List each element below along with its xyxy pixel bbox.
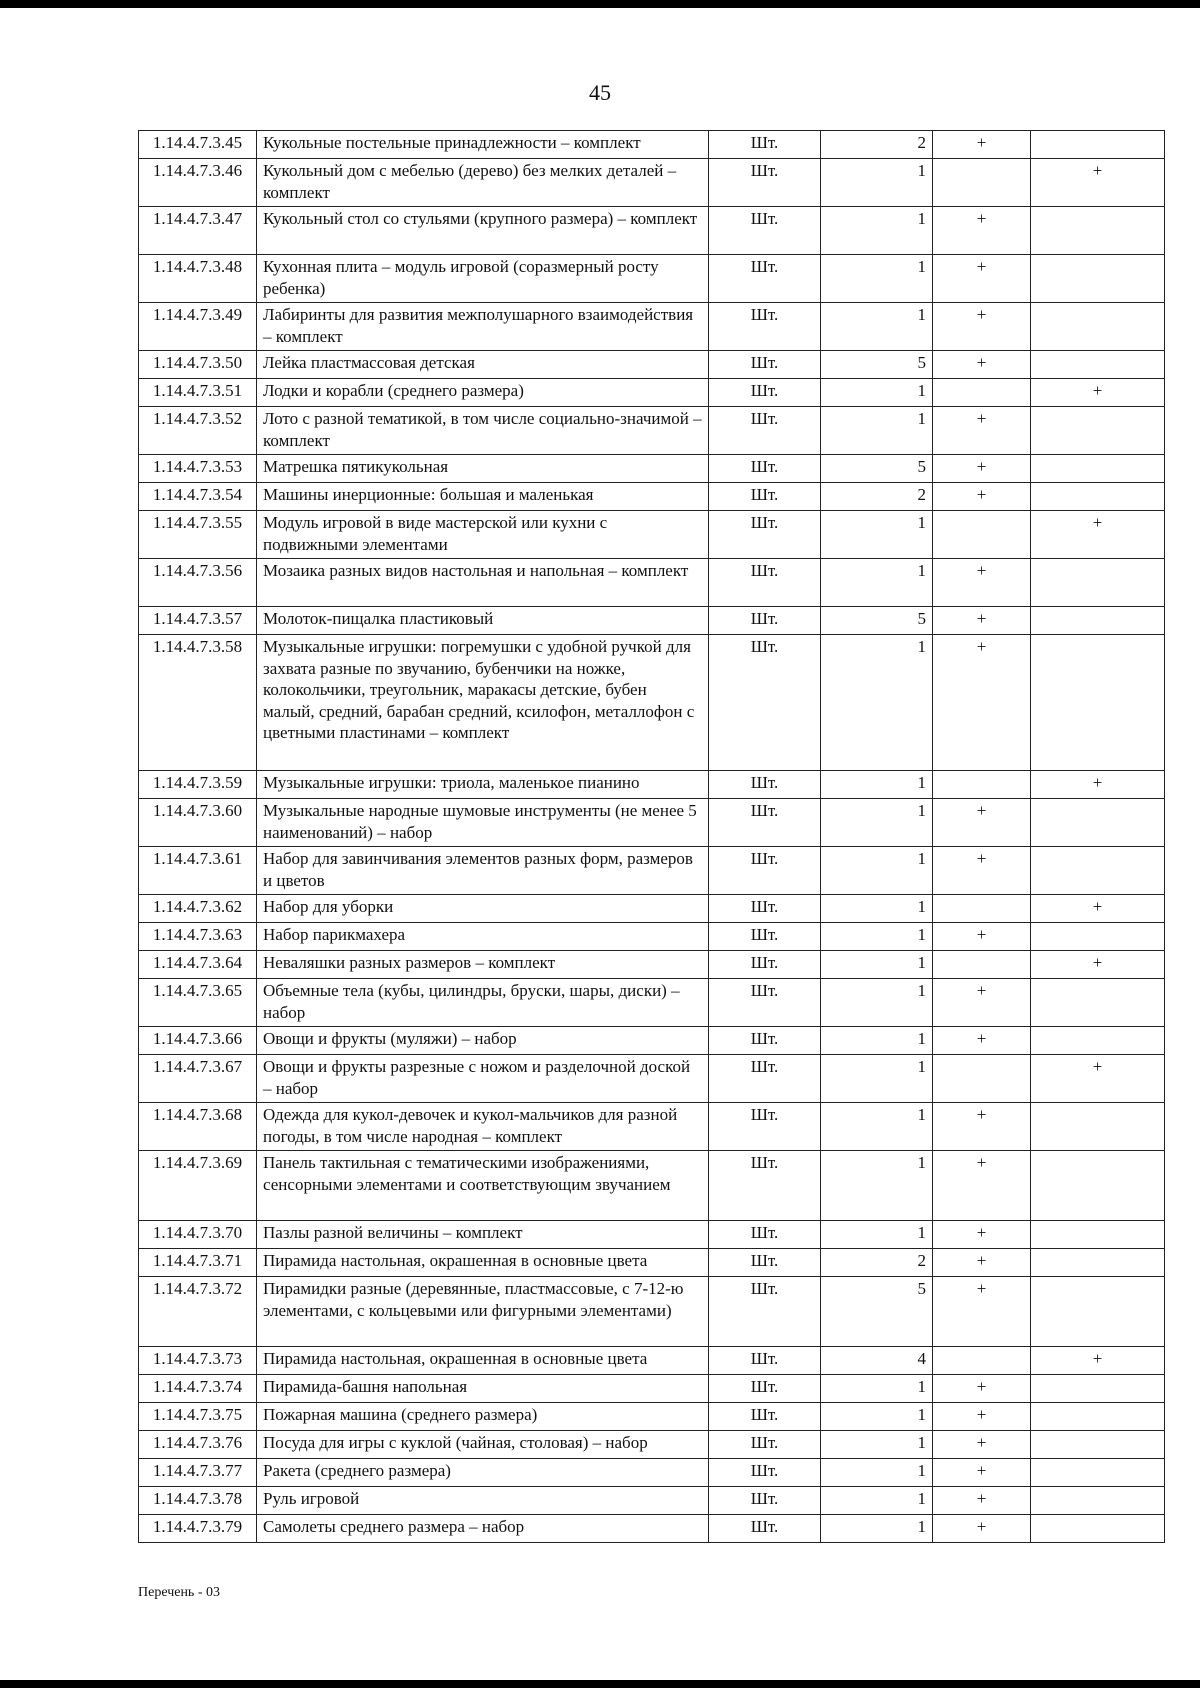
table-row [139, 351, 1165, 379]
item-unit-cell: Шт. [709, 511, 821, 559]
item-name-cell: Кухонная плита – модуль игровой (соразмерный росту ребенка) [257, 255, 709, 303]
item-unit-cell: Шт. [709, 895, 821, 923]
item-quantity-cell: 1 [821, 379, 933, 407]
item-quantity-cell: 1 [821, 951, 933, 979]
mark-column-a-cell: + [933, 1515, 1031, 1543]
item-code-cell: 1.14.4.7.3.58 [139, 635, 257, 771]
item-name-cell: Одежда для кукол-девочек и кукол-мальчиков для разной погоды, в том числе народная – комплект [257, 1103, 709, 1151]
item-code-cell: 1.14.4.7.3.59 [139, 771, 257, 799]
item-unit-cell: Шт. [709, 1055, 821, 1103]
mark-column-a-cell: + [933, 847, 1031, 895]
mark-column-a-cell: + [933, 455, 1031, 483]
table-row [139, 1027, 1165, 1055]
mark-column-a-cell: + [933, 131, 1031, 159]
table-row [139, 131, 1165, 159]
item-unit-cell: Шт. [709, 635, 821, 771]
mark-column-a-cell [933, 951, 1031, 979]
table-row [139, 483, 1165, 511]
mark-column-a-cell: + [933, 1151, 1031, 1221]
table-row [139, 1103, 1165, 1151]
mark-column-b-cell: + [1031, 379, 1165, 407]
item-name-cell: Самолеты среднего размера – набор [257, 1515, 709, 1543]
item-unit-cell: Шт. [709, 1103, 821, 1151]
item-unit-cell: Шт. [709, 799, 821, 847]
item-name-cell: Лабиринты для развития межполушарного взаимодействия – комплект [257, 303, 709, 351]
table-row [139, 1515, 1165, 1543]
mark-column-b-cell: + [1031, 1347, 1165, 1375]
table-row [139, 1375, 1165, 1403]
mark-column-b-cell [1031, 1027, 1165, 1055]
item-code-cell: 1.14.4.7.3.46 [139, 159, 257, 207]
item-unit-cell: Шт. [709, 1487, 821, 1515]
mark-column-a-cell: + [933, 1221, 1031, 1249]
mark-column-a-cell: + [933, 1249, 1031, 1277]
mark-column-b-cell [1031, 351, 1165, 379]
table-row [139, 255, 1165, 303]
item-unit-cell: Шт. [709, 455, 821, 483]
item-code-cell: 1.14.4.7.3.75 [139, 1403, 257, 1431]
item-unit-cell: Шт. [709, 1151, 821, 1221]
mark-column-b-cell [1031, 607, 1165, 635]
table-row [139, 951, 1165, 979]
mark-column-a-cell: + [933, 1375, 1031, 1403]
item-unit-cell: Шт. [709, 1515, 821, 1543]
mark-column-a-cell [933, 1055, 1031, 1103]
item-unit-cell: Шт. [709, 407, 821, 455]
item-name-cell: Пирамида-башня напольная [257, 1375, 709, 1403]
item-unit-cell: Шт. [709, 979, 821, 1027]
table-row [139, 1151, 1165, 1221]
mark-column-a-cell [933, 511, 1031, 559]
mark-column-b-cell: + [1031, 511, 1165, 559]
item-name-cell: Модуль игровой в виде мастерской или кухни с подвижными элементами [257, 511, 709, 559]
item-code-cell: 1.14.4.7.3.74 [139, 1375, 257, 1403]
item-code-cell: 1.14.4.7.3.78 [139, 1487, 257, 1515]
item-code-cell: 1.14.4.7.3.47 [139, 207, 257, 255]
item-code-cell: 1.14.4.7.3.49 [139, 303, 257, 351]
item-quantity-cell: 1 [821, 1103, 933, 1151]
item-name-cell: Кукольный стол со стульями (крупного размера) – комплект [257, 207, 709, 255]
item-code-cell: 1.14.4.7.3.56 [139, 559, 257, 607]
item-name-cell: Музыкальные игрушки: погремушки с удобной ручкой для захвата разные по звучанию, бубенчики на ножке, колокольчики, треугольник, маракасы детские, бубен малый, средний, барабан средний, ксилофон, металлофон с цветными пластинами – комплект [257, 635, 709, 771]
item-quantity-cell: 1 [821, 303, 933, 351]
mark-column-a-cell: + [933, 1487, 1031, 1515]
item-quantity-cell: 2 [821, 483, 933, 511]
mark-column-b-cell [1031, 847, 1165, 895]
equipment-table [138, 130, 1165, 1543]
table-row [139, 979, 1165, 1027]
item-quantity-cell: 5 [821, 1277, 933, 1347]
item-unit-cell: Шт. [709, 951, 821, 979]
mark-column-a-cell: + [933, 351, 1031, 379]
mark-column-a-cell [933, 379, 1031, 407]
table-row [139, 799, 1165, 847]
item-quantity-cell: 1 [821, 895, 933, 923]
table-row [139, 407, 1165, 455]
mark-column-b-cell [1031, 1431, 1165, 1459]
item-unit-cell: Шт. [709, 559, 821, 607]
mark-column-a-cell: + [933, 607, 1031, 635]
item-quantity-cell: 1 [821, 979, 933, 1027]
item-quantity-cell: 1 [821, 407, 933, 455]
item-name-cell: Набор для завинчивания элементов разных форм, размеров и цветов [257, 847, 709, 895]
mark-column-a-cell: + [933, 207, 1031, 255]
table-row [139, 1055, 1165, 1103]
mark-column-a-cell: + [933, 1027, 1031, 1055]
item-name-cell: Овощи и фрукты разрезные с ножом и разделочной доской – набор [257, 1055, 709, 1103]
item-quantity-cell: 1 [821, 1431, 933, 1459]
item-name-cell: Объемные тела (кубы, цилиндры, бруски, шары, диски) – набор [257, 979, 709, 1027]
item-code-cell: 1.14.4.7.3.76 [139, 1431, 257, 1459]
item-code-cell: 1.14.4.7.3.63 [139, 923, 257, 951]
mark-column-b-cell [1031, 799, 1165, 847]
item-code-cell: 1.14.4.7.3.48 [139, 255, 257, 303]
item-unit-cell: Шт. [709, 483, 821, 511]
mark-column-b-cell [1031, 1515, 1165, 1543]
item-quantity-cell: 1 [821, 1515, 933, 1543]
mark-column-b-cell [1031, 255, 1165, 303]
item-unit-cell: Шт. [709, 1249, 821, 1277]
item-code-cell: 1.14.4.7.3.61 [139, 847, 257, 895]
table-row [139, 1459, 1165, 1487]
item-quantity-cell: 1 [821, 771, 933, 799]
item-unit-cell: Шт. [709, 1221, 821, 1249]
mark-column-a-cell: + [933, 1103, 1031, 1151]
mark-column-a-cell [933, 1347, 1031, 1375]
item-quantity-cell: 1 [821, 1027, 933, 1055]
item-quantity-cell: 1 [821, 635, 933, 771]
item-name-cell: Лодки и корабли (среднего размера) [257, 379, 709, 407]
mark-column-a-cell: + [933, 483, 1031, 511]
item-name-cell: Неваляшки разных размеров – комплект [257, 951, 709, 979]
item-quantity-cell: 1 [821, 159, 933, 207]
mark-column-b-cell [1031, 1249, 1165, 1277]
item-name-cell: Ракета (среднего размера) [257, 1459, 709, 1487]
item-code-cell: 1.14.4.7.3.65 [139, 979, 257, 1027]
item-code-cell: 1.14.4.7.3.53 [139, 455, 257, 483]
item-quantity-cell: 1 [821, 1487, 933, 1515]
table-row [139, 1221, 1165, 1249]
mark-column-b-cell: + [1031, 771, 1165, 799]
table-row [139, 1431, 1165, 1459]
item-name-cell: Музыкальные народные шумовые инструменты (не менее 5 наименований) – набор [257, 799, 709, 847]
item-name-cell: Машины инерционные: большая и маленькая [257, 483, 709, 511]
mark-column-b-cell [1031, 1151, 1165, 1221]
item-name-cell: Панель тактильная с тематическими изображениями, сенсорными элементами и соответствующим звучанием [257, 1151, 709, 1221]
mark-column-a-cell: + [933, 635, 1031, 771]
item-unit-cell: Шт. [709, 1277, 821, 1347]
item-unit-cell: Шт. [709, 131, 821, 159]
item-quantity-cell: 2 [821, 131, 933, 159]
item-code-cell: 1.14.4.7.3.66 [139, 1027, 257, 1055]
footer-label: Перечень - 03 [138, 1585, 220, 1600]
table-row [139, 379, 1165, 407]
item-name-cell: Музыкальные игрушки: триола, маленькое пианино [257, 771, 709, 799]
mark-column-b-cell [1031, 1459, 1165, 1487]
table-row [139, 635, 1165, 771]
item-code-cell: 1.14.4.7.3.51 [139, 379, 257, 407]
page-number: 45 [589, 80, 611, 105]
item-name-cell: Посуда для игры с куклой (чайная, столовая) – набор [257, 1431, 709, 1459]
mark-column-b-cell [1031, 407, 1165, 455]
item-quantity-cell: 1 [821, 847, 933, 895]
item-quantity-cell: 5 [821, 607, 933, 635]
item-quantity-cell: 1 [821, 1151, 933, 1221]
item-unit-cell: Шт. [709, 379, 821, 407]
item-unit-cell: Шт. [709, 1347, 821, 1375]
item-code-cell: 1.14.4.7.3.73 [139, 1347, 257, 1375]
item-name-cell: Пирамида настольная, окрашенная в основные цвета [257, 1249, 709, 1277]
mark-column-b-cell [1031, 923, 1165, 951]
item-unit-cell: Шт. [709, 1403, 821, 1431]
item-quantity-cell: 5 [821, 455, 933, 483]
mark-column-b-cell [1031, 979, 1165, 1027]
mark-column-b-cell [1031, 1375, 1165, 1403]
table-row [139, 923, 1165, 951]
item-code-cell: 1.14.4.7.3.50 [139, 351, 257, 379]
scan-border-top [0, 0, 1200, 8]
mark-column-a-cell: + [933, 1431, 1031, 1459]
item-quantity-cell: 1 [821, 1375, 933, 1403]
item-unit-cell: Шт. [709, 1027, 821, 1055]
item-name-cell: Лото с разной тематикой, в том числе социально-значимой – комплект [257, 407, 709, 455]
item-code-cell: 1.14.4.7.3.79 [139, 1515, 257, 1543]
mark-column-b-cell [1031, 455, 1165, 483]
item-code-cell: 1.14.4.7.3.69 [139, 1151, 257, 1221]
item-unit-cell: Шт. [709, 303, 821, 351]
mark-column-a-cell: + [933, 799, 1031, 847]
mark-column-a-cell: + [933, 1403, 1031, 1431]
item-quantity-cell: 5 [821, 351, 933, 379]
item-name-cell: Мозаика разных видов настольная и напольная – комплект [257, 559, 709, 607]
mark-column-b-cell [1031, 1221, 1165, 1249]
item-unit-cell: Шт. [709, 923, 821, 951]
item-quantity-cell: 4 [821, 1347, 933, 1375]
item-name-cell: Пожарная машина (среднего размера) [257, 1403, 709, 1431]
item-unit-cell: Шт. [709, 1431, 821, 1459]
mark-column-b-cell [1031, 1487, 1165, 1515]
item-quantity-cell: 1 [821, 207, 933, 255]
table-row [139, 1347, 1165, 1375]
item-name-cell: Лейка пластмассовая детская [257, 351, 709, 379]
item-quantity-cell: 1 [821, 1221, 933, 1249]
table-row [139, 1249, 1165, 1277]
item-unit-cell: Шт. [709, 771, 821, 799]
item-unit-cell: Шт. [709, 159, 821, 207]
item-unit-cell: Шт. [709, 1375, 821, 1403]
item-code-cell: 1.14.4.7.3.62 [139, 895, 257, 923]
item-name-cell: Пазлы разной величины – комплект [257, 1221, 709, 1249]
mark-column-b-cell [1031, 559, 1165, 607]
item-name-cell: Набор парикмахера [257, 923, 709, 951]
item-code-cell: 1.14.4.7.3.45 [139, 131, 257, 159]
item-code-cell: 1.14.4.7.3.52 [139, 407, 257, 455]
table-row [139, 771, 1165, 799]
item-name-cell: Кукольные постельные принадлежности – комплект [257, 131, 709, 159]
mark-column-a-cell: + [933, 559, 1031, 607]
item-name-cell: Молоток-пищалка пластиковый [257, 607, 709, 635]
item-name-cell: Кукольный дом с мебелью (дерево) без мелких деталей – комплект [257, 159, 709, 207]
table-row [139, 1403, 1165, 1431]
table-row [139, 1487, 1165, 1515]
item-quantity-cell: 1 [821, 1403, 933, 1431]
item-name-cell: Руль игровой [257, 1487, 709, 1515]
item-unit-cell: Шт. [709, 207, 821, 255]
mark-column-b-cell [1031, 1103, 1165, 1151]
item-quantity-cell: 1 [821, 255, 933, 303]
mark-column-b-cell [1031, 1277, 1165, 1347]
item-code-cell: 1.14.4.7.3.77 [139, 1459, 257, 1487]
item-code-cell: 1.14.4.7.3.57 [139, 607, 257, 635]
item-code-cell: 1.14.4.7.3.68 [139, 1103, 257, 1151]
item-code-cell: 1.14.4.7.3.72 [139, 1277, 257, 1347]
item-code-cell: 1.14.4.7.3.55 [139, 511, 257, 559]
table-body [139, 131, 1165, 1543]
mark-column-b-cell [1031, 131, 1165, 159]
item-quantity-cell: 1 [821, 923, 933, 951]
table-row [139, 207, 1165, 255]
item-code-cell: 1.14.4.7.3.70 [139, 1221, 257, 1249]
mark-column-b-cell [1031, 207, 1165, 255]
mark-column-a-cell [933, 895, 1031, 923]
table-row [139, 559, 1165, 607]
table-row [139, 159, 1165, 207]
mark-column-a-cell [933, 771, 1031, 799]
item-name-cell: Набор для уборки [257, 895, 709, 923]
item-code-cell: 1.14.4.7.3.54 [139, 483, 257, 511]
item-quantity-cell: 1 [821, 799, 933, 847]
item-name-cell: Матрешка пятикукольная [257, 455, 709, 483]
item-quantity-cell: 2 [821, 1249, 933, 1277]
table-row [139, 847, 1165, 895]
mark-column-b-cell: + [1031, 951, 1165, 979]
item-name-cell: Пирамида настольная, окрашенная в основные цвета [257, 1347, 709, 1375]
mark-column-a-cell [933, 159, 1031, 207]
mark-column-a-cell: + [933, 303, 1031, 351]
mark-column-a-cell: + [933, 407, 1031, 455]
item-unit-cell: Шт. [709, 607, 821, 635]
table-row [139, 607, 1165, 635]
scan-border-bottom [0, 1680, 1200, 1688]
item-unit-cell: Шт. [709, 1459, 821, 1487]
mark-column-b-cell: + [1031, 159, 1165, 207]
mark-column-a-cell: + [933, 979, 1031, 1027]
table-row [139, 895, 1165, 923]
mark-column-b-cell [1031, 635, 1165, 771]
item-quantity-cell: 1 [821, 511, 933, 559]
mark-column-a-cell: + [933, 1277, 1031, 1347]
table-row [139, 303, 1165, 351]
item-quantity-cell: 1 [821, 559, 933, 607]
item-code-cell: 1.14.4.7.3.60 [139, 799, 257, 847]
item-quantity-cell: 1 [821, 1055, 933, 1103]
item-code-cell: 1.14.4.7.3.67 [139, 1055, 257, 1103]
item-name-cell: Пирамидки разные (деревянные, пластмассовые, с 7-12-ю элементами, с кольцевыми или фигурными элементами) [257, 1277, 709, 1347]
item-code-cell: 1.14.4.7.3.71 [139, 1249, 257, 1277]
item-unit-cell: Шт. [709, 847, 821, 895]
item-unit-cell: Шт. [709, 255, 821, 303]
mark-column-a-cell: + [933, 255, 1031, 303]
item-name-cell: Овощи и фрукты (муляжи) – набор [257, 1027, 709, 1055]
mark-column-b-cell [1031, 303, 1165, 351]
item-unit-cell: Шт. [709, 351, 821, 379]
mark-column-b-cell: + [1031, 895, 1165, 923]
mark-column-a-cell: + [933, 1459, 1031, 1487]
item-code-cell: 1.14.4.7.3.64 [139, 951, 257, 979]
mark-column-a-cell: + [933, 923, 1031, 951]
table-row [139, 455, 1165, 483]
mark-column-b-cell: + [1031, 1055, 1165, 1103]
table-row [139, 511, 1165, 559]
mark-column-b-cell [1031, 483, 1165, 511]
item-quantity-cell: 1 [821, 1459, 933, 1487]
mark-column-b-cell [1031, 1403, 1165, 1431]
table-row [139, 1277, 1165, 1347]
